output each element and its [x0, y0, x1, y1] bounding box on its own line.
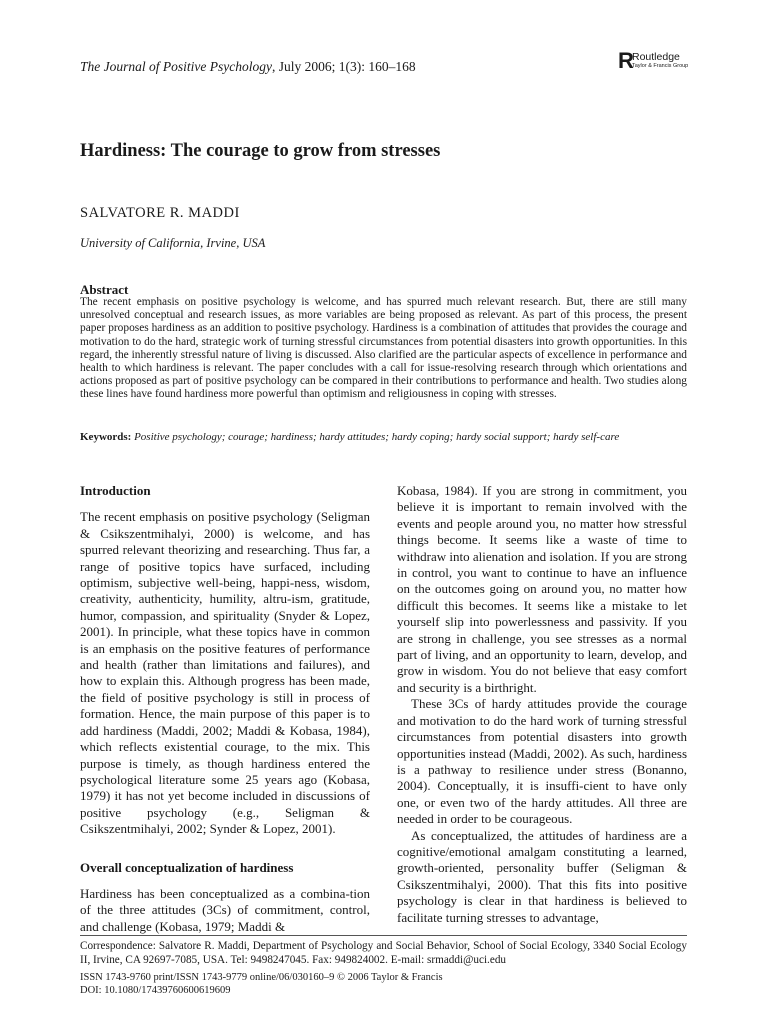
body-paragraph-2: These 3Cs of hardy attitudes provide the courage and motivation to do the hard work of turning stressful circumstances from potential disasters into growth opportunities instead (Maddi, 2002). As such, hardiness is a pathway to resilience under stress (Bonanno, 2004). Conceptually, it is insuffi-cient to have only one, or even two of the hardy attitudes. All three are needed in order to be courageous. — [397, 696, 687, 827]
author-affiliation: University of California, Irvine, USA — [80, 236, 266, 250]
overall-paragraph: Hardiness has been conceptualized as a combina-tion of the three attitudes (3Cs) of commitment, control, and challenge (Kobasa, 1979; Maddi & — [80, 885, 370, 934]
abstract-text: The recent emphasis on positive psychology is welcome, and has spurred much relevant research. But, there are still many unresolved conceptual and research issues, as more variables are being proposed as relevant. As part of this process, the present paper proposes hardiness as an addition to positive psychology. Hardiness is a combination of attitudes that provides the courage and motivation to do the hard, strategic work of turning stressful circumstances from potential disasters into growth opportunities. In this regard, the inherently stressful nature of living is discussed. Also clarified are the particular aspects of excellence in performance and health to which hardiness is relevant. The paper concludes with a call for issue-resolving research through which orientations and actions proposed as part of positive psychology can be compared in their contributions to performance and health. Two studies along these lines have found hardiness more powerful than optimism and religiousness in coping with stresses. — [80, 296, 687, 401]
doi-line: DOI: 10.1080/17439760600619609 — [80, 985, 231, 996]
introduction-paragraph: The recent emphasis on positive psychology (Seligman & Csikszentmihalyi, 2000) is welcome, and has spurred relevant theorizing and researching. Thus far, a range of positive topics have surfaced, including optimism, subjective well-being, happi-ness, wisdom, creativity, authenticity, humility, altru-ism, gratitude, humor, compassion, and spirituality (Snyder & Lopez, 2001). In principle, what these topics have in common is an emphasis on the positive features of performance and health (rather than limitations and failures), and how to explain this. Although progress has been made, the field of positive psychology is still in process of formation. Hence, the main purpose of this paper is to add hardiness (Maddi, 2002; Maddi & Kobasa, 1984), which reflects existential courage, to the mix. This purpose is timely, as though hardiness entered the psychological literature some 25 years ago (Kobasa, 1979) it has not yet become included in discussions of positive psychology (e.g., Seligman & Csikszentmihalyi, 2002; Synder & Lopez, 2001). — [80, 509, 370, 837]
body-paragraph-1: Kobasa, 1984). If you are strong in commitment, you believe it is important to remain involved with the events and people around you, no matter how stressful things become. It seems like a waste of time to withdraw into alienation and isolation. If you are strong in control, you want to continue to have an influence on the outcomes going on around you, no matter how difficult this becomes. It seems like a mistake to let yourself slip into powerlessness and passivity. If you are strong in challenge, you see stresses as a normal part of living, and an opportunity to learn, develop, and grow in wisdom. You do not believe that easy comfort and security is a birthright. — [397, 483, 687, 695]
article-title: Hardiness: The courage to grow from stresses — [80, 141, 441, 161]
keywords-list: Positive psychology; courage; hardiness; hardy attitudes; hardy coping; hardy social support; hardy self-care — [134, 431, 620, 443]
routledge-logo-icon: R — [618, 48, 634, 73]
footer-divider — [80, 935, 687, 936]
keywords-label: Keywords: — [80, 431, 132, 443]
publisher-group: Taylor & Francis Group — [632, 63, 689, 69]
correspondence-note: Correspondence: Salvatore R. Maddi, Department of Psychology and Social Behavior, School of Social Ecology, 3340 Social Ecology II, Irvine, CA 92697-7085, USA. Tel: 9498247045. Fax: 949824002. E-mail: srmaddi@uci.edu — [80, 940, 687, 966]
keywords — [80, 431, 700, 443]
left-column — [80, 483, 370, 935]
section-heading-overall-conceptualization: Overall conceptualization of hardiness — [80, 859, 294, 875]
publisher-logo — [618, 50, 698, 74]
issn-line: ISSN 1743-9760 print/ISSN 1743-9779 online/06/030160–9 © 2006 Taylor & Francis — [80, 972, 443, 983]
journal-issue: , July 2006; 1(3): 160–168 — [271, 59, 416, 74]
article-author: SALVATORE R. MADDI — [80, 205, 240, 221]
body-paragraph-3: As conceptualized, the attitudes of hardiness are a cognitive/emotional amalgam constituting a learned, growth-oriented, personality buffer (Seligman & Csikszentmihalyi, 2000). That this fits into positive psychology is clear in that hardiness is believed to facilitate turning stresses to advantage, — [397, 827, 687, 925]
publisher-name: Routledge — [632, 51, 680, 63]
section-heading-introduction: Introduction — [80, 483, 151, 498]
journal-name: The Journal of Positive Psychology — [80, 59, 272, 74]
abstract-heading: Abstract — [80, 282, 129, 297]
journal-citation — [80, 59, 416, 75]
right-column — [397, 483, 687, 926]
